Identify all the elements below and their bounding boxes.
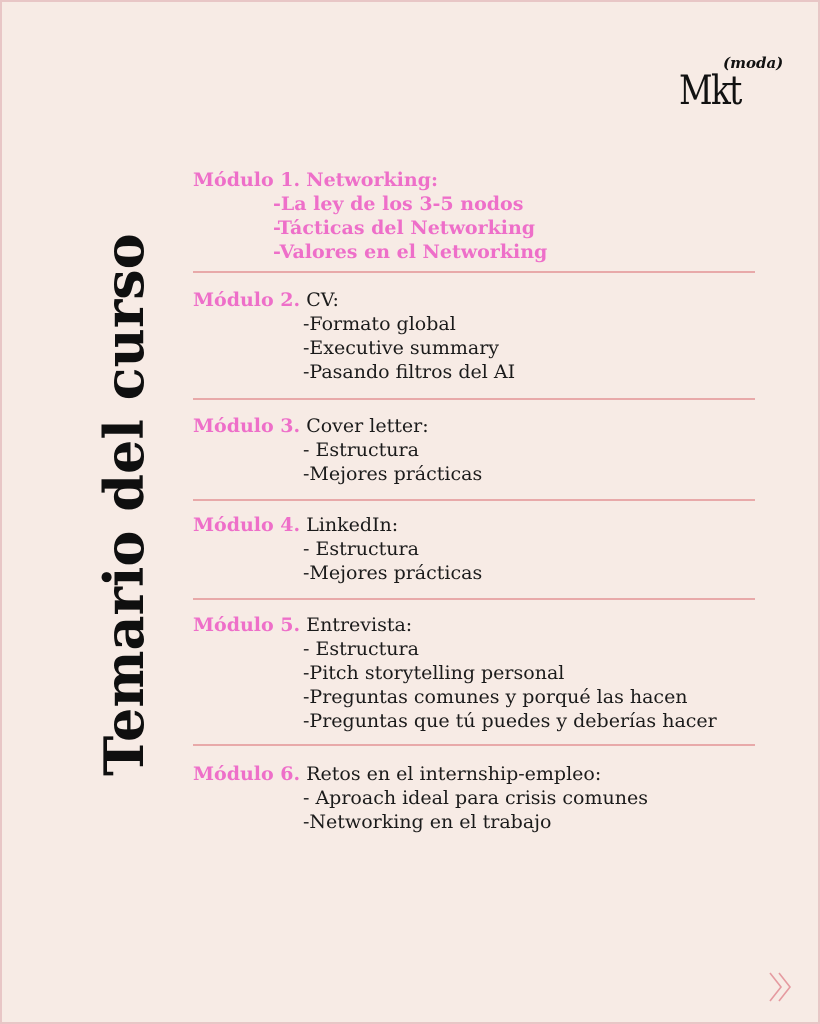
page-title: Temario del curso xyxy=(92,233,156,776)
module-item: -Mejores prácticas xyxy=(303,463,483,485)
module-2 xyxy=(193,288,515,384)
module-item: -Preguntas que tú puedes y deberías hacer xyxy=(303,710,717,732)
module-title: Cover letter: xyxy=(306,415,429,437)
module-title: Retos en el internship-empleo: xyxy=(306,763,602,785)
module-item: - Estructura xyxy=(303,638,419,660)
module-4 xyxy=(193,513,482,585)
module-item: -Executive summary xyxy=(303,337,500,359)
module-item: -Valores en el Networking xyxy=(273,241,548,263)
module-label: Módulo 2. xyxy=(193,289,301,311)
module-label: Módulo 5. xyxy=(193,614,301,636)
module-item: - Estructura xyxy=(303,439,419,461)
module-label: Módulo 3. xyxy=(193,415,301,437)
module-title: LinkedIn: xyxy=(306,514,399,536)
module-item: - Estructura xyxy=(303,538,419,560)
module-item: -Mejores prácticas xyxy=(303,562,483,584)
module-label: Módulo 4. xyxy=(193,514,301,536)
module-1 xyxy=(193,168,547,264)
module-item: -Networking en el trabajo xyxy=(303,811,552,833)
module-item: -Formato global xyxy=(303,313,456,335)
divider xyxy=(193,398,755,400)
divider xyxy=(193,271,755,273)
double-chevron-right-icon[interactable] xyxy=(768,971,794,1003)
module-item: - Aproach ideal para crisis comunes xyxy=(303,787,648,809)
logo-main: Mkt xyxy=(679,68,741,114)
divider xyxy=(193,744,755,746)
module-3 xyxy=(193,414,482,486)
module-5 xyxy=(193,613,717,733)
module-title: Networking: xyxy=(306,169,438,191)
module-item: -Preguntas comunes y porqué las hacen xyxy=(303,686,688,708)
module-item: -La ley de los 3-5 nodos xyxy=(273,193,524,215)
module-label: Módulo 6. xyxy=(193,763,301,785)
module-title: Entrevista: xyxy=(306,614,413,636)
divider xyxy=(193,598,755,600)
module-item: -Tácticas del Networking xyxy=(273,217,536,239)
module-title: CV: xyxy=(306,289,339,311)
module-item: -Pasando filtros del AI xyxy=(303,361,516,383)
module-label: Módulo 1. xyxy=(193,169,301,191)
logo xyxy=(679,54,784,116)
module-item: -Pitch storytelling personal xyxy=(303,662,565,684)
divider xyxy=(193,499,755,501)
logo-superscript: (moda) xyxy=(723,54,784,72)
module-6 xyxy=(193,762,648,834)
